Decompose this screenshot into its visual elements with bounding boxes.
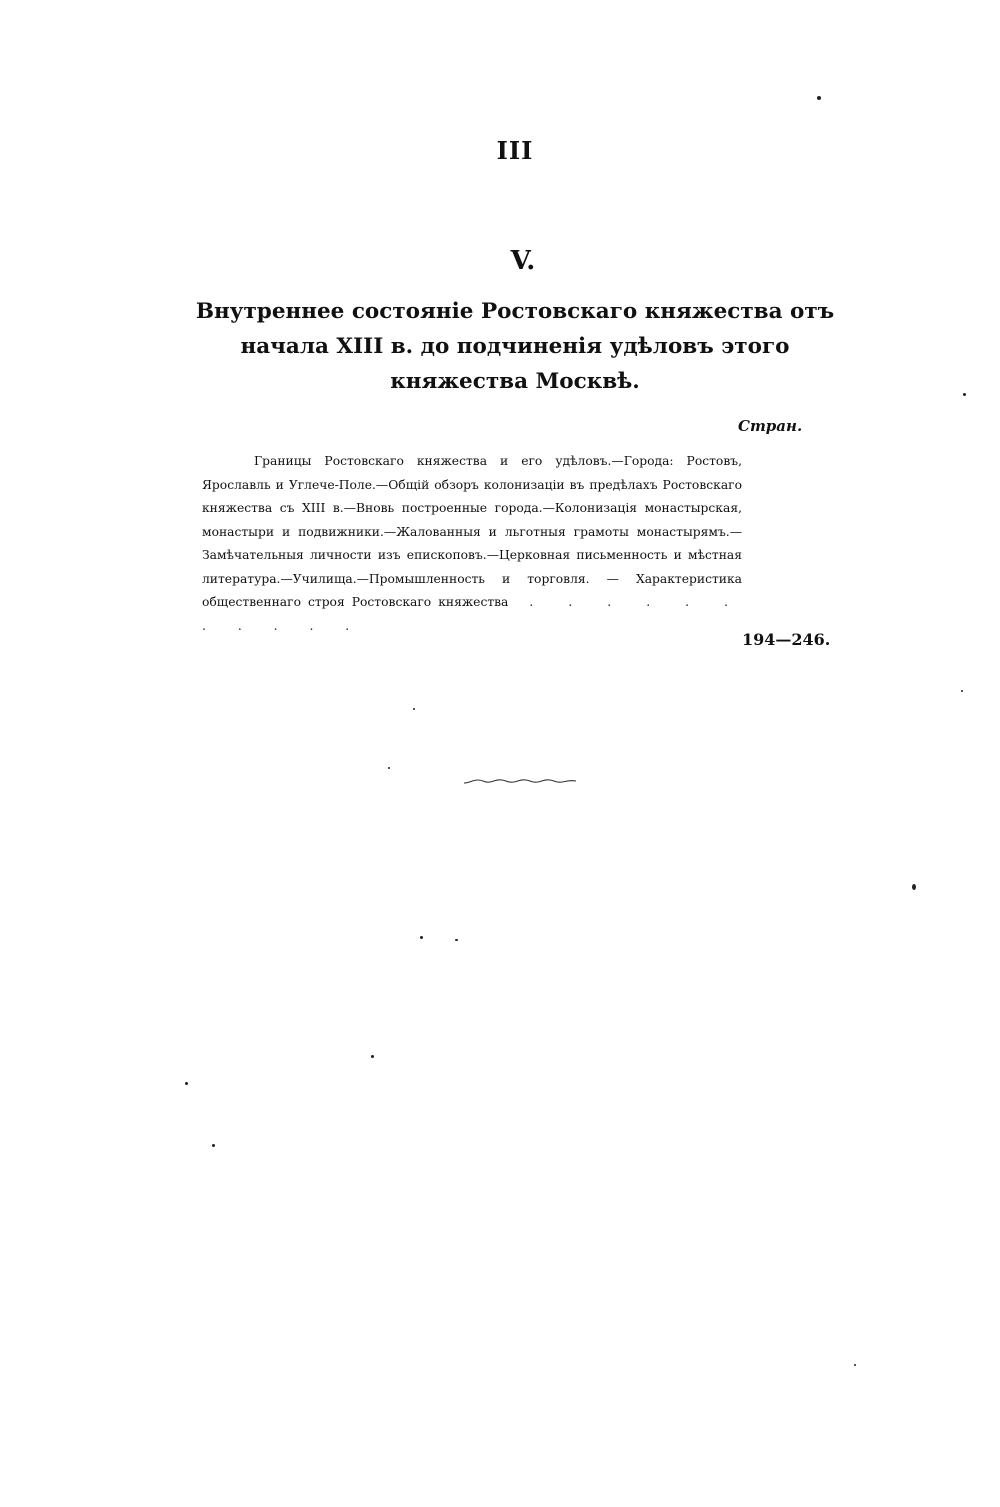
scan-speck bbox=[963, 393, 966, 396]
scan-speck bbox=[961, 690, 963, 692]
scan-speck bbox=[185, 1082, 188, 1085]
scan-speck bbox=[420, 936, 423, 939]
end-ornament bbox=[462, 774, 578, 788]
scan-speck bbox=[817, 96, 821, 100]
contents-entry bbox=[202, 450, 742, 638]
scan-speck bbox=[212, 1144, 215, 1147]
contents-entry-text: Границы Ростовскаго княжества и его удѣловъ.—Города: Ростовъ, Ярославль и Углече-Поле.—Общiй обзоръ колонизацiи въ предѣлахъ Ростовскаго княжества съ XIII в.—Вновь построенные города.—Колонизацiя монастырская, монастыри и подвижники.—Жалованныя и льготныя грамоты монастырямъ.—Замѣчательныя личности изъ епископовъ.—Церковная письменность и мѣстная литература.—Училища.—Промышленность и торговля. — Характеристика общественнаго строя Ростовскаго княжества bbox=[202, 454, 742, 609]
scan-speck bbox=[854, 1364, 856, 1366]
scan-speck bbox=[455, 939, 458, 941]
page-number: III bbox=[496, 136, 534, 165]
scan-speck bbox=[371, 1055, 374, 1058]
section-numeral: V. bbox=[510, 246, 536, 276]
section-title: Внутреннее состоянiе Ростовскаго княжества отъ начала XIII в. до подчиненiя удѣловъ этого княжества Москвѣ. bbox=[195, 299, 835, 394]
pages-column-label: Стран. bbox=[738, 417, 803, 435]
scan-speck bbox=[388, 767, 390, 769]
page-range: 194—246. bbox=[742, 630, 831, 649]
scan-speck bbox=[912, 884, 916, 890]
ornament-squiggle bbox=[464, 780, 576, 783]
scan-speck bbox=[413, 708, 415, 710]
dot-leader: . . . . . . . . . . . bbox=[202, 595, 742, 633]
